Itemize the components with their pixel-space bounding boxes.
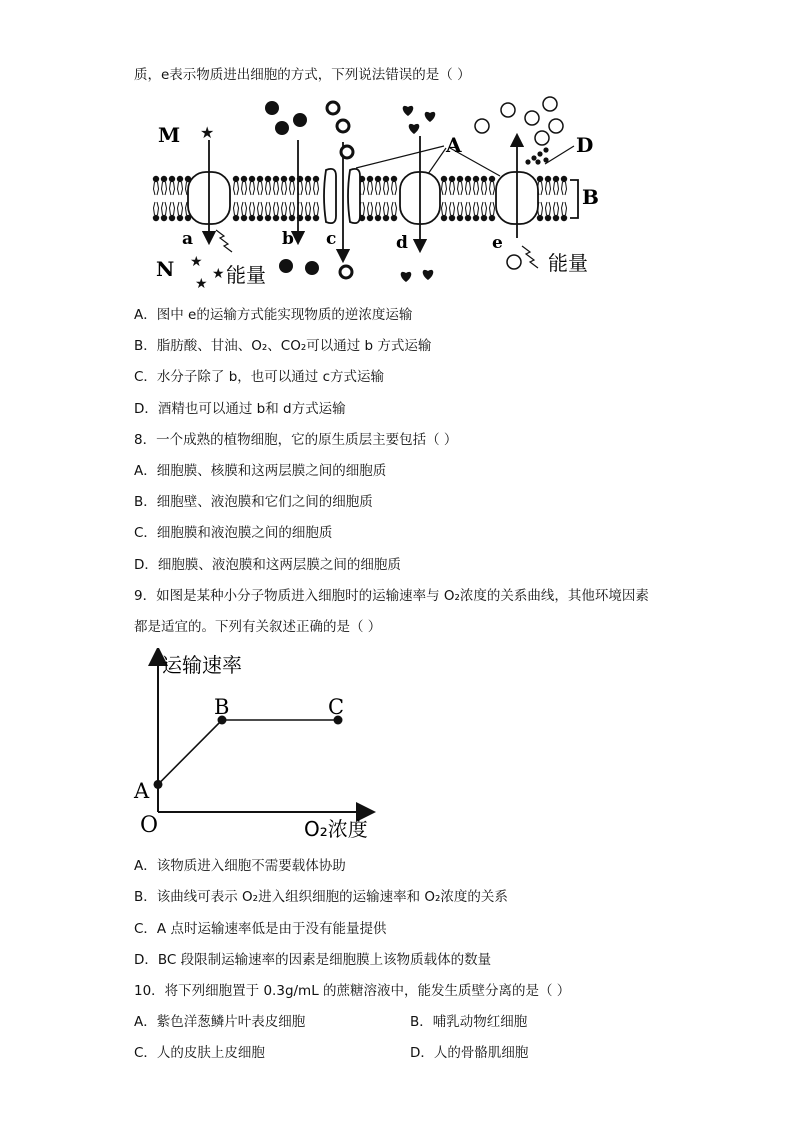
- label-a-protein: A: [446, 133, 462, 157]
- q10-option-d: D．人的骨骼肌细胞: [410, 1045, 529, 1061]
- q9-rate-chart: [130, 648, 380, 848]
- q7-option-b: B．脂肪酸、甘油、O₂、CO₂可以通过 b 方式运输: [134, 338, 432, 354]
- q9-option-d: D．BC 段限制运输速率的因素是细胞膜上该物质载体的数量: [134, 952, 492, 968]
- q10-option-a: A．紫色洋葱鳞片叶表皮细胞: [134, 1014, 306, 1030]
- q8-option-c: C．细胞膜和液泡膜之间的细胞质: [134, 525, 333, 541]
- q10-stem: 10．将下列细胞置于 0.3g/mL 的蔗糖溶液中，能发生质壁分离的是（ ）: [134, 983, 571, 999]
- q7-option-a: A．图中 e的运输方式能实现物质的逆浓度运输: [134, 307, 413, 323]
- q9-stem-line1: 9．如图是某种小分子物质进入细胞时的运输速率与 O₂浓度的关系曲线，其他环境因素: [134, 588, 649, 604]
- label-b-bilayer: B: [582, 185, 599, 209]
- q8-option-a: A．细胞膜、核膜和这两层膜之间的细胞质: [134, 463, 387, 479]
- label-b-path: b: [282, 229, 294, 249]
- rate-curve: [158, 720, 338, 784]
- q7-option-c: C．水分子除了 b，也可以通过 c方式运输: [134, 369, 384, 385]
- q8-stem: 8．一个成熟的植物细胞，它的原生质层主要包括（ ）: [134, 432, 458, 448]
- x-axis-label: O₂浓度: [304, 817, 368, 841]
- membrane-transport-figure: [150, 96, 610, 292]
- origin-label: O: [140, 813, 159, 838]
- q10-option-c: C．人的皮肤上皮细胞: [134, 1045, 265, 1061]
- q9-option-a: A．该物质进入细胞不需要载体协助: [134, 858, 346, 874]
- bracket-b: [570, 180, 578, 218]
- curve-point-a: [154, 780, 163, 789]
- svg-text:★: ★: [195, 276, 208, 292]
- point-b-label: B: [214, 695, 230, 719]
- q8-option-d: D．细胞膜、液泡膜和这两层膜之间的细胞质: [134, 557, 401, 573]
- point-c-label: C: [328, 695, 345, 719]
- label-c-path: c: [326, 229, 337, 249]
- label-e-path: e: [492, 233, 503, 253]
- label-a-path: a: [182, 229, 194, 249]
- energy-label-1: 能量: [226, 263, 266, 287]
- q7-stem-tail: 质，e表示物质进出细胞的方式，下列说法错误的是（ ）: [134, 67, 471, 83]
- svg-text:★: ★: [212, 266, 225, 282]
- q9-option-b: B．该曲线可表示 O₂进入组织细胞的运输速率和 O₂浓度的关系: [134, 889, 508, 905]
- energy-label-2: 能量: [548, 251, 588, 275]
- q9-option-c: C．A 点时运输速率低是由于没有能量提供: [134, 921, 387, 937]
- label-d-path: d: [396, 233, 408, 253]
- svg-text:★: ★: [200, 123, 215, 142]
- label-n: N: [156, 257, 175, 281]
- svg-text:★: ★: [190, 254, 203, 270]
- q7-option-d: D．酒精也可以通过 b和 d方式运输: [134, 401, 346, 417]
- q10-option-b: B．哺乳动物红细胞: [410, 1014, 528, 1030]
- q9-stem-line2: 都是适宜的。下列有关叙述正确的是（ ）: [134, 619, 382, 635]
- y-axis-label: 运输速率: [162, 653, 242, 677]
- q8-option-b: B．细胞壁、液泡膜和它们之间的细胞质: [134, 494, 373, 510]
- channel-c: [324, 169, 360, 223]
- label-d-glyco: D: [576, 133, 594, 157]
- point-a-label: A: [134, 779, 150, 803]
- label-m: M: [158, 123, 181, 147]
